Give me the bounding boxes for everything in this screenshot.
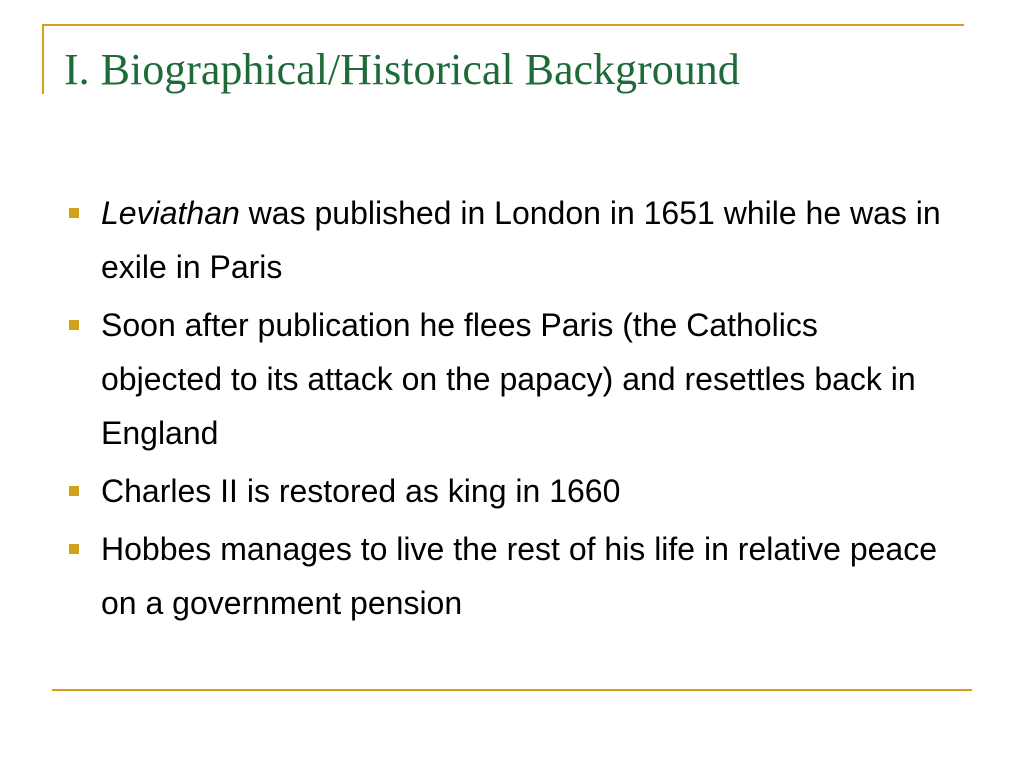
bullet-text: Hobbes manages to live the rest of his life in relative peace on a government pension: [101, 531, 938, 621]
slide-title: I. Biographical/Historical Background: [64, 45, 740, 94]
square-bullet-icon: [69, 544, 79, 554]
bullet-text: Charles II is restored as king in 1660: [101, 473, 621, 509]
bullet-item: [64, 186, 944, 294]
bottom-rule: [52, 689, 972, 691]
top-rule: [42, 24, 964, 26]
bullet-list: [64, 186, 944, 634]
square-bullet-icon: [69, 486, 79, 496]
bullet-text: was published in London in 1651 while he was in exile in Paris: [101, 195, 941, 285]
left-rule: [42, 24, 44, 94]
square-bullet-icon: [69, 208, 79, 218]
bullet-item: [64, 522, 944, 630]
bullet-text: Soon after publication he flees Paris (the Catholics objected to its attack on the papacy) and resettles back in England: [101, 307, 916, 451]
square-bullet-icon: [69, 320, 79, 330]
book-title: Leviathan: [101, 195, 240, 231]
bullet-item: [64, 298, 944, 460]
bullet-item: [64, 464, 944, 518]
